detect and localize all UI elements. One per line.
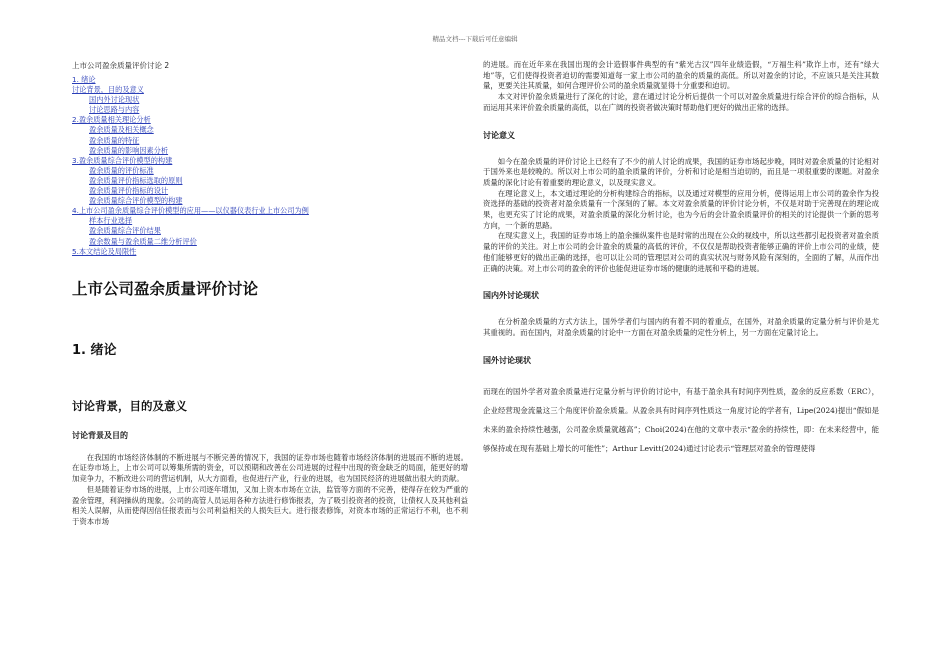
toc-link[interactable]: 盈余质量评价指标选取的原则	[89, 175, 183, 185]
body-paragraph: 但是随着证券市场的进展，上市公司逐年增加，又加上资本市场在立法，监管等方面的不完善，使得存在较为严重的盈余管理，利润操纵的现象。公司的高管人员运用各种方法进行修饰报表，为了吸引投资者的投资，让债权人及其他利益相关人误解，从而使得因信任报表而与公司利益相关的人损失巨大。进行报表修饰，对资本市场的正常运行不利，也不利于资本市场	[72, 484, 468, 526]
table-of-contents	[72, 75, 468, 257]
subsection-heading-significance: 讨论意义	[483, 130, 515, 140]
toc-link[interactable]: 盈余质量综合评价模型的构建	[89, 196, 183, 206]
toc-link[interactable]: 4.上市公司盈余质量综合评价模型的应用——以仪器仪表行业上市公司为例	[72, 206, 309, 216]
left-column	[72, 60, 468, 660]
toc-link[interactable]: 1. 绪论	[72, 75, 96, 84]
toc-link[interactable]: 2.盈余质量相关理论分析	[72, 115, 151, 125]
toc-link[interactable]: 盈余质量及相关概念	[89, 125, 154, 135]
toc-link[interactable]: 盈余质量的特征	[89, 135, 140, 145]
toc-link[interactable]: 讨论背景，目的及意义	[72, 85, 144, 95]
body-paragraph: 在我国的市场经济体制的不断进展与不断完善的情况下，我国的证券市场也随着市场经济体制的进展而不断的进展。在证券市场上，上市公司可以筹集所需的资金，可以预期和改善在公司进展的过程中出现的资金缺乏的局面，能更好的增加竞争力，不断改进公司的营运机制，从大方面看，也促进行产业，行业的进展，也为国民经济的进展做出很大的贡献。	[72, 452, 468, 484]
toc-link[interactable]: 盈余质量的评价标准	[89, 165, 154, 175]
toc-link[interactable]: 盈余质量的影响因素分析	[89, 145, 169, 155]
toc-link[interactable]: 盈余数量与盈余质量二维分析评价	[89, 236, 197, 246]
toc-link[interactable]: 盈余质量评价指标的设计	[89, 186, 169, 196]
body-paragraph: 而现在的国外学者对盈余质量进行定量分析与评价的讨论中，有基于盈余具有时间序列性质，盈余的反应系数（ERC），企业经营现金流量这三个角度评价盈余质量。从盈余具有时间序列性质这一角度讨论的学者有，Lipe(2024)提出“假如是未来的盈余持续性越强，公司盈余质量就越高”；Choi(2024)在他的文章中表示“盈余的持续性，即：在未来经营中，能够保持或在现有基础上增长的可能性”；Arthur Levitt(2024)通过讨论表示“管理层对盈余的管理使得	[483, 386, 879, 453]
right-column	[483, 60, 879, 660]
toc-link[interactable]: 国内外讨论现状	[89, 95, 140, 105]
toc-title: 上市公司盈余质量评价讨论 2	[72, 61, 170, 70]
section-heading: 讨论背景，目的及意义	[72, 398, 187, 413]
body-paragraph: 的进展。而在近年来在我国出现的会计造假事件典型的有“紫光古汉”四年业绩造假，“万福生科”欺诈上市，还有“绿大地”等，它们使得投资者迫切的需要知道每一家上市公司的盈余的质量的高低。所以对盈余的讨论，不应该只是关注其数量，更要关注其质量，如何合理评价公司的盈余质量就显得十分重要和迫切。	[483, 60, 879, 91]
body-paragraph: 如今在盈余质量的评价讨论上已经有了不少的前人讨论的成果，我国的证券市场起步晚，同时对盈余质量的讨论相对于国外来也是较晚的。所以对上市公司的盈余质量的评价，分析和讨论是相当迫切的，而且是一项很重要的课题。对盈余质量的深化讨论有着重要的理论意义，以及现实意义。	[483, 156, 879, 187]
toc-link[interactable]: 样本行业选择	[89, 216, 133, 226]
toc-link[interactable]: 3.盈余质量综合评价模型的构建	[72, 155, 173, 165]
body-paragraph: 在现实意义上，我国的证券市场上的盈余操纵案件也是时常的出现在公众的视线中，所以这些都引起投资者对盈余质量的评价的关注。对上市公司的会计盈余的质量的高低的评价，不仅仅是帮助投资者能够正确的评价上市公司的业绩，使他们能够更好的做出正确的选择，也可以让公司的管理层对公司的真实状况与财务风险有深刻的，全面的了解，从而作出正确的决策。对上市公司的盈余的评价也能促进证券市场的健康的进展和平稳的进展。	[483, 231, 879, 273]
toc-link[interactable]: 5.本文结论及局限性	[72, 246, 137, 256]
subsection-heading: 讨论背景及目的	[72, 430, 128, 440]
toc-link[interactable]: 讨论思路与内容	[89, 105, 140, 115]
document-title: 上市公司盈余质量评价讨论	[72, 279, 259, 298]
subsection-heading-research-status: 国内外讨论现状	[483, 291, 539, 301]
toc-link[interactable]: 盈余质量综合评价结果	[89, 226, 161, 236]
chapter-heading: 1. 绪论	[72, 342, 117, 358]
subsection-heading-foreign-research: 国外讨论现状	[483, 355, 531, 365]
body-paragraph: 本文对评价盈余质量进行了深化的讨论，意在通过讨论分析后提供一个可以对盈余质量进行综合评价的综合指标，从而运用其来评价盈余质量的高低，以在广阔的投资者做决策时帮助他们更好的做出正常的选择。	[483, 92, 879, 112]
body-paragraph: 在理论意义上，本文通过理论的分析构建综合的指标，以及通过对模型的应用分析，使得运用上市公司的盈余作为投资选择的基础的投资者对盈余质量有一个深刻的了解。本文对盈余质量的评价讨论分析，不仅是对助于完善现在的理论成果，也更充实了讨论的成果，对盈余质量的深化分析讨论，也为今后的会计盈余质量评价的相关的讨论提供一个新的思考方向，一个新的思路。	[483, 188, 879, 230]
page-header-note: 精品文档---下载后可任意编辑	[432, 35, 518, 43]
body-paragraph: 在分析盈余质量的方式方法上，国外学者们与国内的有着不同的着重点，在国外，对盈余质量的定量分析与评价是尤其重视的。而在国内，对盈余质量的讨论中一方面在对盈余质量的定性分析上，另一方面在定量讨论上。	[483, 317, 879, 337]
